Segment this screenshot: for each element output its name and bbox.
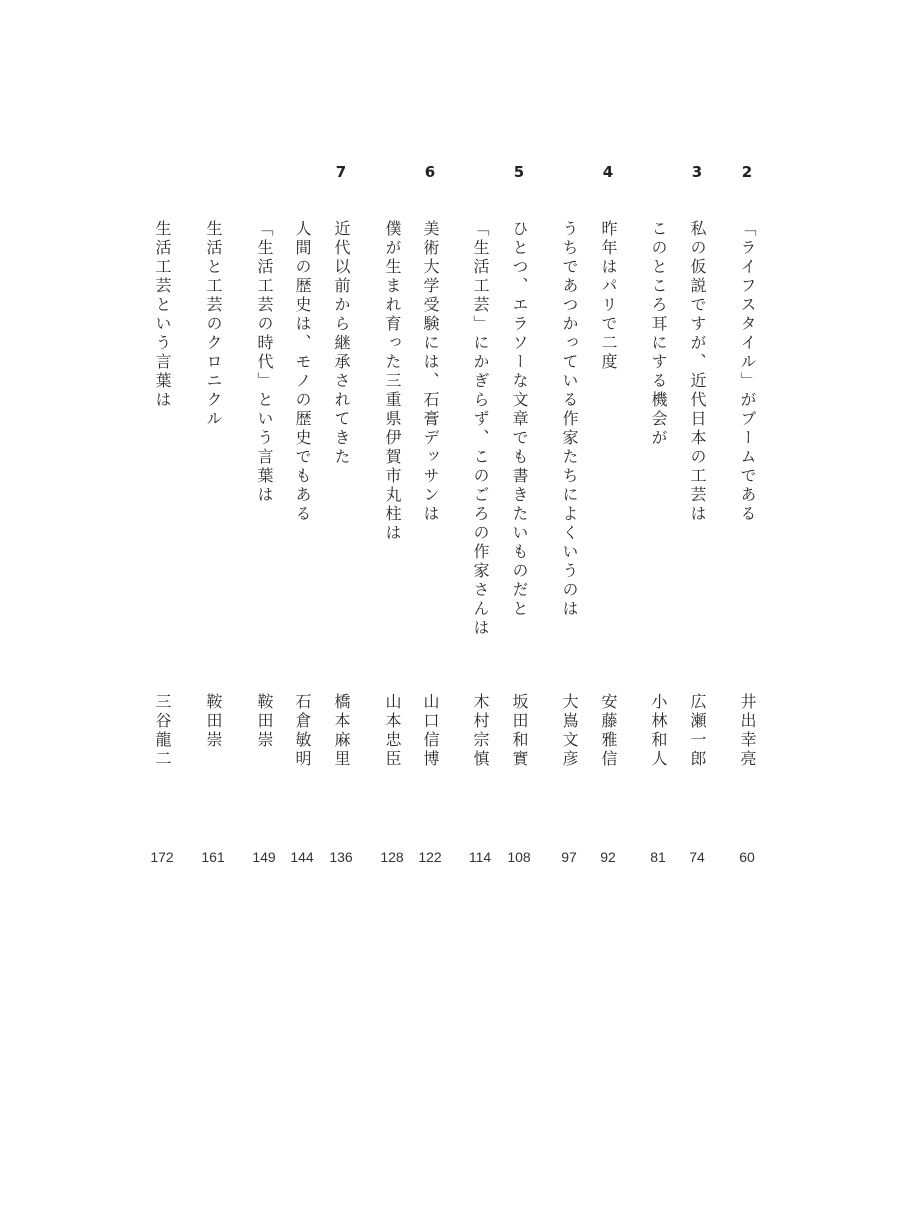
chapter-number: 3	[691, 163, 703, 181]
entry-title: このところ耳にする機会が	[649, 220, 668, 448]
entry-author: 鞍田崇	[255, 693, 274, 750]
entry-author: 広瀬一郎	[688, 693, 707, 769]
entry-title: 生活と工芸のクロニクル	[204, 220, 223, 429]
entry-title: 美術大学受験には、石膏デッサンは	[421, 220, 440, 524]
page-number: 97	[561, 849, 577, 865]
page-number: 108	[507, 849, 531, 865]
entry-author: 橋本麻里	[332, 693, 351, 769]
entry-author: 石倉敏明	[293, 693, 312, 769]
entry-author: 鞍田崇	[204, 693, 223, 750]
entry-title: 私の仮説ですが、近代日本の工芸は	[688, 220, 707, 524]
page-number: 136	[329, 849, 353, 865]
entry-author: 大嶌文彦	[560, 693, 579, 769]
page-number: 114	[468, 849, 492, 865]
entry-title: 近代以前から継承されてきた	[332, 220, 351, 467]
entry-author: 木村宗慎	[471, 693, 490, 769]
page-number: 149	[252, 849, 276, 865]
chapter-number: 4	[602, 163, 614, 181]
entry-author: 安藤雅信	[599, 693, 618, 769]
page-number: 144	[290, 849, 314, 865]
page-number: 92	[600, 849, 616, 865]
entry-title: ひとつ、エラソーな文章でも書きたいものだと	[510, 220, 529, 619]
entry-title: 「生活工芸の時代」という言葉は	[255, 220, 274, 505]
entry-title: 人間の歴史は、モノの歴史でもある	[293, 220, 312, 524]
entry-author: 井出幸亮	[738, 693, 757, 769]
entry-title: 僕が生まれ育った三重県伊賀市丸柱は	[383, 220, 402, 543]
entry-author: 三谷龍二	[153, 693, 172, 769]
entry-title: 生活工芸という言葉は	[153, 220, 172, 410]
chapter-number: 2	[741, 163, 753, 181]
entry-author: 小林和人	[649, 693, 668, 769]
chapter-number: 6	[424, 163, 436, 181]
entry-author: 坂田和實	[510, 693, 529, 769]
entry-author: 山本忠臣	[383, 693, 402, 769]
page-number: 128	[380, 849, 404, 865]
entry-title: 昨年はパリで二度	[599, 220, 618, 372]
entry-title: うちであつかっている作家たちによくいうのは	[560, 220, 579, 619]
page-number: 60	[739, 849, 755, 865]
entry-title: 「ライフスタイル」がブームである	[738, 220, 757, 524]
chapter-number: 7	[335, 163, 347, 181]
page-number: 172	[150, 849, 174, 865]
page-number: 122	[418, 849, 442, 865]
entry-author: 山口信博	[421, 693, 440, 769]
page-number: 74	[689, 849, 705, 865]
page-number: 81	[650, 849, 666, 865]
page-number: 161	[201, 849, 225, 865]
chapter-number: 5	[513, 163, 525, 181]
entry-title: 「生活工芸」にかぎらず、このごろの作家さんは	[471, 220, 490, 638]
